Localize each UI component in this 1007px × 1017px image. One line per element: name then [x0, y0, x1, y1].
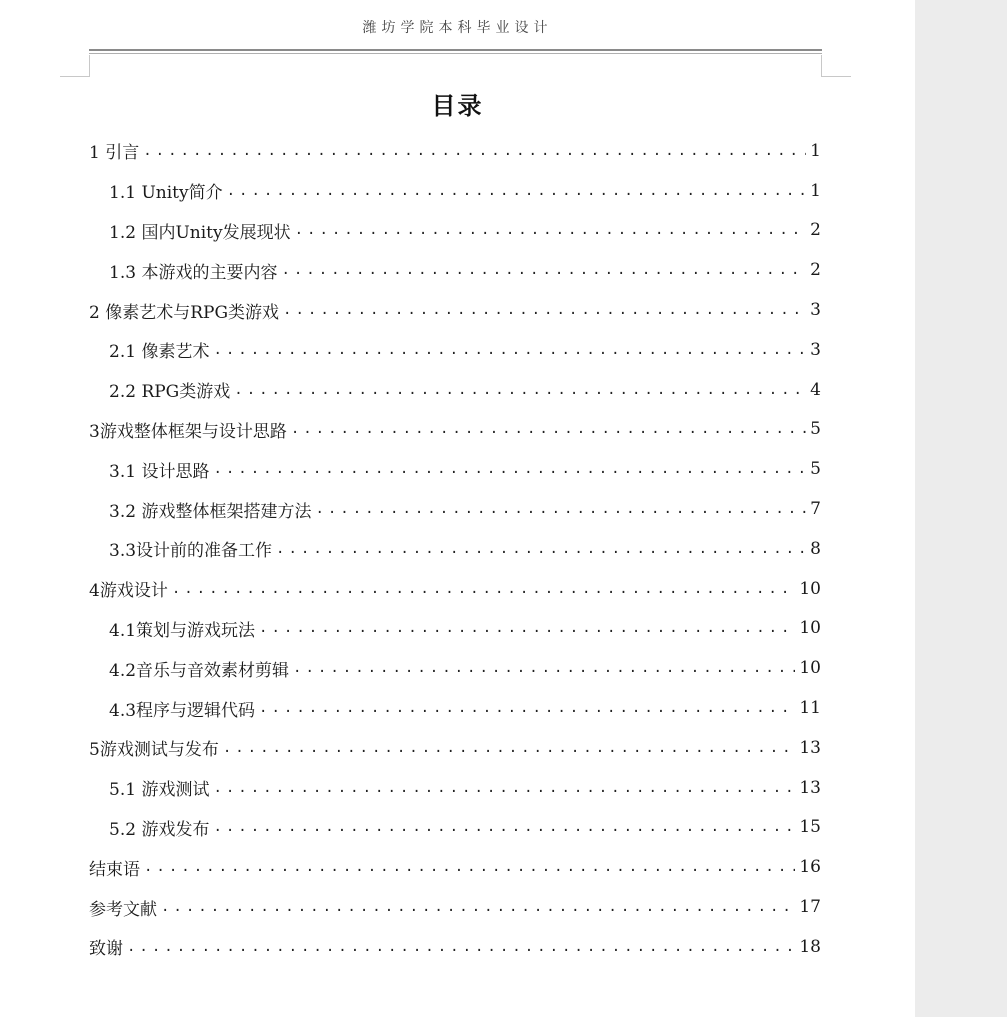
toc-leader-dots	[213, 780, 795, 796]
toc-entry-page: 16	[799, 857, 821, 878]
toc-entry-page: 13	[799, 777, 821, 798]
toc-entry-page: 15	[799, 817, 821, 838]
toc-entry-page: 18	[799, 936, 821, 957]
toc-entry-label: 5.1 游戏测试	[109, 780, 210, 801]
page-header: 潍坊学院本科毕业设计	[362, 20, 553, 36]
header-rule	[89, 49, 822, 51]
toc-entry-page: 5	[810, 459, 821, 480]
toc-entry-page: 2	[810, 220, 821, 241]
toc-leader-dots	[223, 740, 796, 756]
scroll-gutter	[915, 0, 1007, 1017]
toc-leader-dots	[213, 461, 806, 477]
toc-entry-page: 2	[810, 260, 821, 281]
toc-entry[interactable]	[89, 131, 821, 171]
toc-entry-label: 1.1 Unity简介	[109, 183, 223, 204]
toc-entry-label: 致谢	[89, 939, 123, 960]
toc-leader-dots	[315, 501, 806, 517]
margin-corner-right	[821, 55, 851, 77]
toc-entry-label: 3.2 游戏整体框架搭建方法	[109, 501, 312, 522]
toc-entry-page: 5	[810, 419, 821, 440]
toc-entry-label: 4.1策划与游戏玩法	[109, 620, 256, 641]
toc-entry[interactable]	[89, 410, 821, 450]
toc-entry[interactable]	[89, 768, 821, 808]
toc-entry-label: 5.2 游戏发布	[109, 819, 210, 840]
toc-entry-label: 结束语	[89, 859, 140, 880]
toc-leader-dots	[172, 581, 796, 597]
toc-entry-label: 2.1 像素艺术	[109, 342, 210, 363]
toc-entry[interactable]	[89, 290, 821, 330]
toc-entry[interactable]	[89, 449, 821, 489]
toc-entry-page: 3	[810, 339, 821, 360]
toc-entry-page: 1	[810, 140, 821, 161]
toc-entry-label: 3.3设计前的准备工作	[109, 541, 273, 562]
toc-entry-label: 1 引言	[89, 143, 140, 164]
toc-entry[interactable]	[89, 847, 821, 887]
toc-entry[interactable]	[89, 688, 821, 728]
toc-leader-dots	[144, 859, 795, 875]
toc-entry-label: 4.3程序与逻辑代码	[109, 700, 256, 721]
toc-entry-label: 5游戏测试与发布	[89, 740, 219, 761]
toc-leader-dots	[234, 382, 806, 398]
table-of-contents	[89, 131, 821, 967]
toc-entry-label: 2 像素艺术与RPG类游戏	[89, 302, 280, 323]
toc-entry-page: 1	[810, 180, 821, 201]
toc-title: 目录	[431, 91, 484, 120]
toc-entry[interactable]	[89, 211, 821, 251]
toc-leader-dots	[259, 700, 795, 716]
toc-leader-dots	[259, 620, 795, 636]
toc-entry[interactable]	[89, 569, 821, 609]
toc-entry[interactable]	[89, 529, 821, 569]
toc-entry-label: 3.1 设计思路	[109, 461, 210, 482]
toc-entry[interactable]	[89, 370, 821, 410]
toc-entry[interactable]	[89, 648, 821, 688]
toc-leader-dots	[161, 899, 795, 915]
toc-leader-dots	[276, 541, 806, 557]
toc-entry-page: 11	[799, 698, 821, 719]
toc-entry[interactable]	[89, 609, 821, 649]
toc-leader-dots	[291, 421, 806, 437]
toc-entry[interactable]	[89, 330, 821, 370]
toc-entry-label: 参考文献	[89, 899, 157, 920]
toc-entry-label: 2.2 RPG类游戏	[109, 382, 231, 403]
toc-entry-label: 1.3 本游戏的主要内容	[109, 262, 278, 283]
toc-entry-page: 3	[810, 300, 821, 321]
toc-entry-label: 3游戏整体框架与设计思路	[89, 421, 287, 442]
toc-leader-dots	[143, 143, 806, 159]
toc-entry-label: 4.2音乐与音效素材剪辑	[109, 660, 290, 681]
toc-entry[interactable]	[89, 171, 821, 211]
toc-entry[interactable]	[89, 927, 821, 967]
toc-entry[interactable]	[89, 728, 821, 768]
toc-entry-page: 10	[799, 578, 821, 599]
toc-entry[interactable]	[89, 250, 821, 290]
toc-leader-dots	[293, 660, 795, 676]
toc-entry[interactable]	[89, 887, 821, 927]
toc-leader-dots	[127, 939, 795, 955]
toc-leader-dots	[213, 342, 806, 358]
toc-entry-page: 10	[799, 618, 821, 639]
toc-entry[interactable]	[89, 489, 821, 529]
toc-entry-page: 10	[799, 658, 821, 679]
toc-leader-dots	[281, 262, 806, 278]
toc-entry[interactable]	[89, 808, 821, 848]
header-rule-thin	[89, 53, 822, 54]
toc-entry-label: 4游戏设计	[89, 581, 168, 602]
toc-entry-page: 8	[810, 538, 821, 559]
toc-entry-page: 17	[799, 897, 821, 918]
margin-corner-left	[60, 55, 90, 77]
toc-leader-dots	[283, 302, 806, 318]
toc-entry-page: 7	[810, 499, 821, 520]
toc-entry-label: 1.2 国内Unity发展现状	[109, 222, 291, 243]
toc-leader-dots	[295, 222, 807, 238]
toc-entry-page: 4	[810, 379, 821, 400]
toc-leader-dots	[227, 183, 807, 199]
toc-entry-page: 13	[799, 737, 821, 758]
toc-leader-dots	[213, 819, 795, 835]
